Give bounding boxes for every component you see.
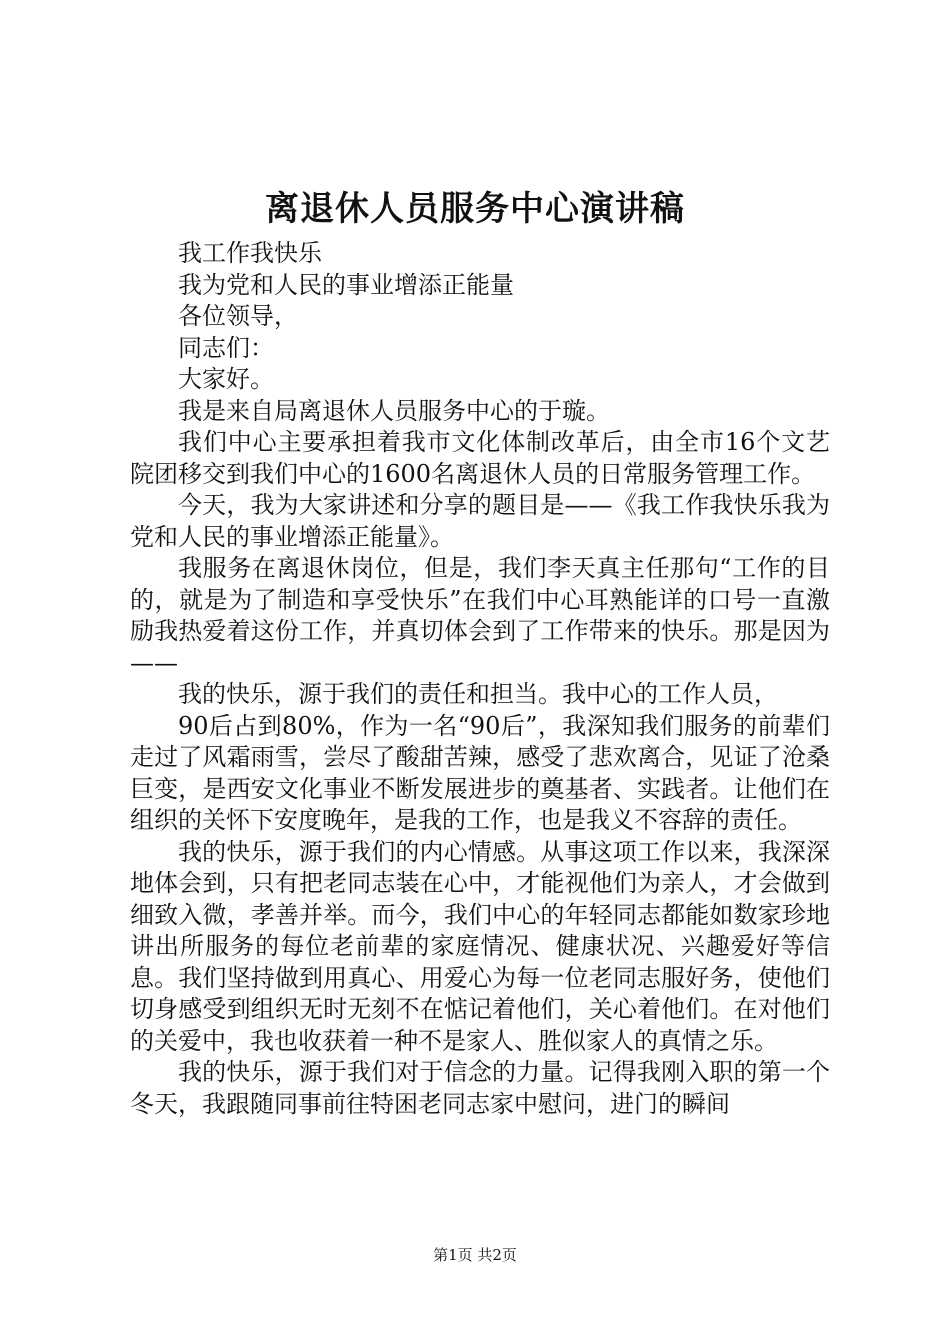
paragraph: 大家好。 (178, 365, 274, 393)
document-title: 离退休人员服务中心演讲稿 (265, 189, 685, 229)
document-body (130, 238, 830, 1120)
paragraph: 各位领导， (178, 302, 298, 330)
paragraph: 我工作我快乐 (178, 239, 322, 267)
page-footer: 第1页 共2页 (433, 1246, 517, 1264)
paragraph: 90后占到80%，作为一名“90后”，我深知我们服务的前辈们走过了风霜雨雪，尝尽了酸甜苦辣，感受了悲欢离合，见证了沧桑巨变，是西安文化事业不断发展进步的奠基者、实践者。让他们在组织的关怀下安度晚年，是我的工作，也是我义不容辞的责任。 (130, 711, 830, 834)
paragraph: 我们中心主要承担着我市文化体制改革后，由全市16个文艺院团移交到我们中心的1600名离退休人员的日常服务管理工作。 (130, 428, 830, 488)
paragraph: 我服务在离退休岗位，但是，我们李天真主任那句“工作的目的，就是为了制造和享受快乐”在我们中心耳熟能详的口号一直激励我热爱着这份工作，并真切体会到了工作带来的快乐。那是因为—— (130, 554, 830, 677)
paragraph: 我是来自局离退休人员服务中心的于璇。 (178, 396, 610, 425)
paragraph: 我的快乐，源于我们的内心情感。从事这项工作以来，我深深地体会到，只有把老同志装在心中，才能视他们为亲人，才会做到细致入微，孝善并举。而今，我们中心的年轻同志都能如数家珍地讲出所服务的每位老前辈的家庭情况、健康状况、兴趣爱好等信息。我们坚持做到用真心、用爱心为每一位老同志服好务，使他们切身感受到组织无时无刻不在惦记着他们，关心着他们。在对他们的关爱中，我也收获着一种不是家人、胜似家人的真情之乐。 (130, 837, 830, 1055)
paragraph: 同志们： (178, 333, 274, 362)
paragraph: 今天，我为大家讲述和分享的题目是——《我工作我快乐我为党和人民的事业增添正能量》。 (130, 491, 830, 551)
paragraph: 我的快乐，源于我们的责任和担当。我中心的工作人员， (178, 680, 778, 708)
paragraph: 我的快乐，源于我们对于信念的力量。记得我刚入职的第一个冬天，我跟随同事前往特困老同志家中慰问，进门的瞬间 (130, 1058, 830, 1118)
paragraph: 我为党和人民的事业增添正能量 (178, 270, 514, 299)
